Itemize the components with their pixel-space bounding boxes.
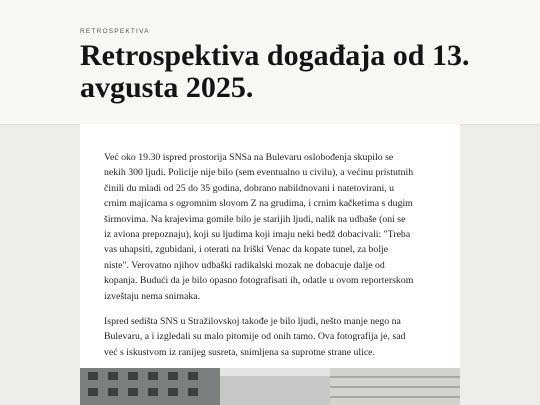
article-text	[104, 150, 414, 370]
paragraph-1: Već oko 19.30 ispred prostorija SNSa na Bulevaru oslobođenja skupilo se nekih 300 ljudi. Policije nije bilo (sem eventualno u civilu), a većinu pristutnih činili du mladi od 25 do 35 godina, dobrano nabildnovani i natetovirani, u crnim majicama s ogromnim slovom Z na grudima, i crnim kačketima s dugim širmovima. Na krajevima gomile bilo je starijih ljudi, nalik na udbaše (oni se iz aviona prepoznaju), koji su ljudima koji imaju neki bedž dobacivali: "Treba vas uhapsiti, zgubidani, i oterati na Iriški Venac da kopate tunel, za bolje niste". Verovatno njihov udbaški radikalski mozak ne dobacuje dalje od kopanja. Budući da je bilo opasno fotografisati ih, odatle u ovom reporterskom izveštaju nema snimaka.	[104, 152, 414, 302]
paragraph-2: Ispred sedišta SNS u Stražilovskoj takođe je bilo ljudi, nešto manje nego na Bulevaru, a i izgledali su malo pitomije od onih tamo. Ova fotografija je, sad već s iskustvom iz ranijeg susreta, snimljena sa suprotne strane ulice.	[104, 316, 406, 358]
photo-building-middle	[220, 376, 330, 405]
photo-building-right	[330, 368, 460, 405]
photo-building-left	[80, 368, 220, 405]
section-kicker: RETROSPEKTIVA	[80, 28, 150, 35]
article-header	[0, 0, 540, 125]
photo-sky	[220, 368, 330, 376]
street-photo	[80, 368, 460, 405]
article-body	[80, 124, 460, 405]
page-title: Retrospektiva događaja od 13. avgusta 2025.	[80, 39, 470, 104]
